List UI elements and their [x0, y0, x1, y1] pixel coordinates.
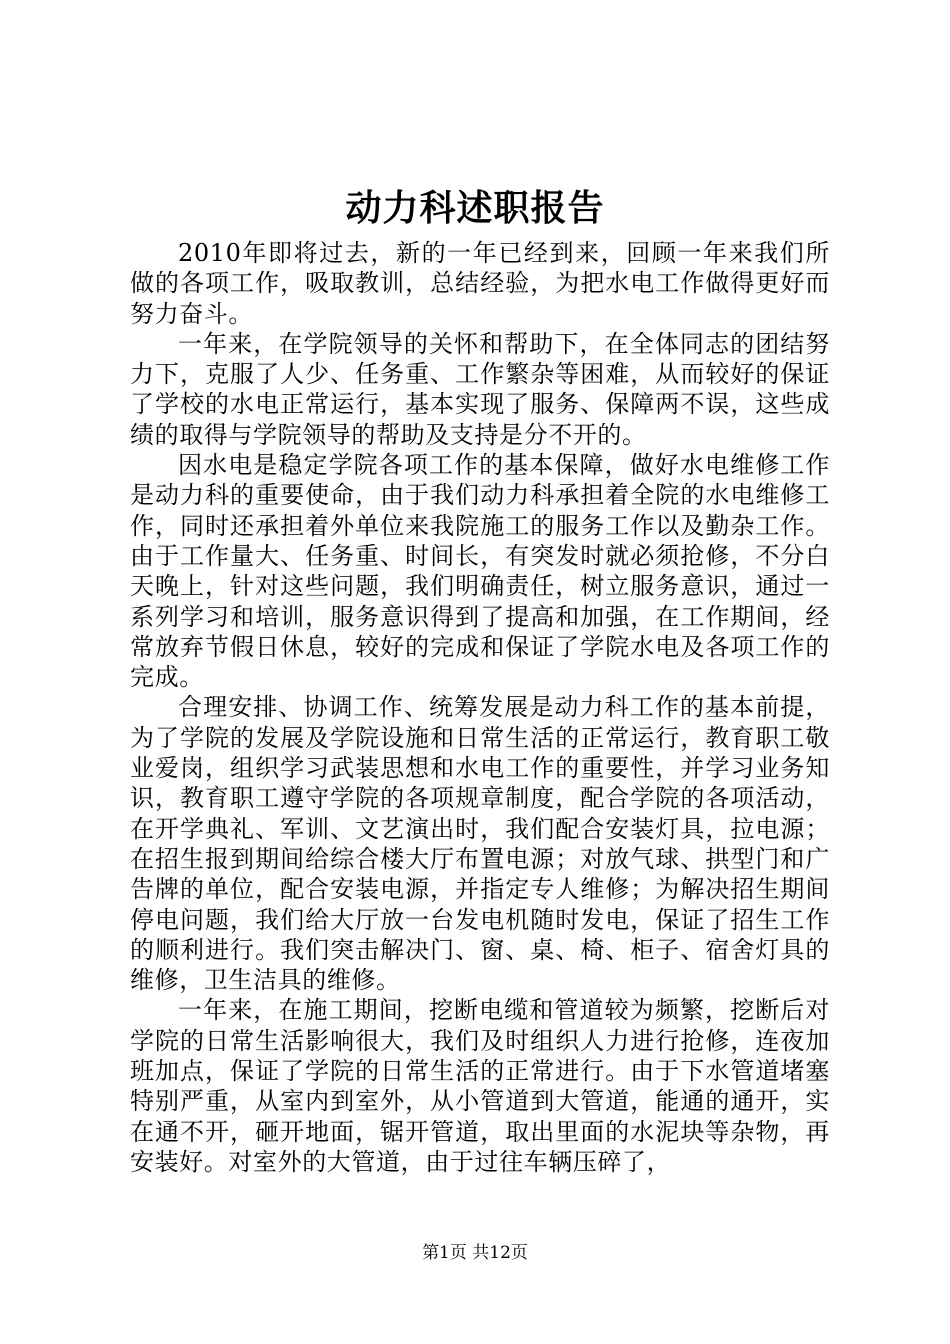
paragraph-2: 一年来，在学院领导的关怀和帮助下，在全体同志的团结努力下，克服了人少、任务重、工作繁杂等困难，从而较好的保证了学校的水电正常运行，基本实现了服务、保障两不误，这些成绩的取得与学院领导的帮助及支持是分不开的。 [130, 329, 830, 449]
paragraph-4: 合理安排、协调工作、统筹发展是动力科工作的基本前提，为了学院的发展及学院设施和日常生活的正常运行，教育职工敬业爱岗，组织学习武装思想和水电工作的重要性，并学习业务知识，教育职工遵守学院的各项规章制度，配合学院的各项活动，在开学典礼、军训、文艺演出时，我们配合安装灯具，拉电源；在招生报到期间给综合楼大厅布置电源；对放气球、拱型门和广告牌的单位，配合安装电源，并指定专人维修；为解决招生期间停电问题，我们给大厅放一台发电机随时发电，保证了招生工作的顺利进行。我们突击解决门、窗、桌、椅、柜子、宿舍灯具的维修，卫生洁具的维修。 [130, 693, 830, 995]
page-footer: 第1页 共12页 [422, 1243, 528, 1263]
document-body [130, 238, 830, 1177]
paragraph-1: 2010年即将过去，新的一年已经到来，回顾一年来我们所做的各项工作，吸取教训，总结经验，为把水电工作做得更好而努力奋斗。 [130, 239, 830, 328]
paragraph-5: 一年来，在施工期间，挖断电缆和管道较为频繁，挖断后对学院的日常生活影响很大，我们及时组织人力进行抢修，连夜加班加点，保证了学院的日常生活的正常进行。由于下水管道堵塞特别严重，从室内到室外，从小管道到大管道，能通的通开，实在通不开，砸开地面，锯开管道，取出里面的水泥块等杂物，再安装好。对室外的大管道，由于过往车辆压碎了， [130, 996, 830, 1176]
document-title: 动力科述职报告 [345, 187, 605, 229]
paragraph-3: 因水电是稳定学院各项工作的基本保障，做好水电维修工作是动力科的重要使命，由于我们动力科承担着全院的水电维修工作，同时还承担着外单位来我院施工的服务工作以及勤杂工作。由于工作量大、任务重、时间长，有突发时就必须抢修，不分白天晚上，针对这些问题，我们明确责任，树立服务意识，通过一系列学习和培训，服务意识得到了提高和加强，在工作期间，经常放弃节假日休息，较好的完成和保证了学院水电及各项工作的完成。 [130, 451, 830, 692]
